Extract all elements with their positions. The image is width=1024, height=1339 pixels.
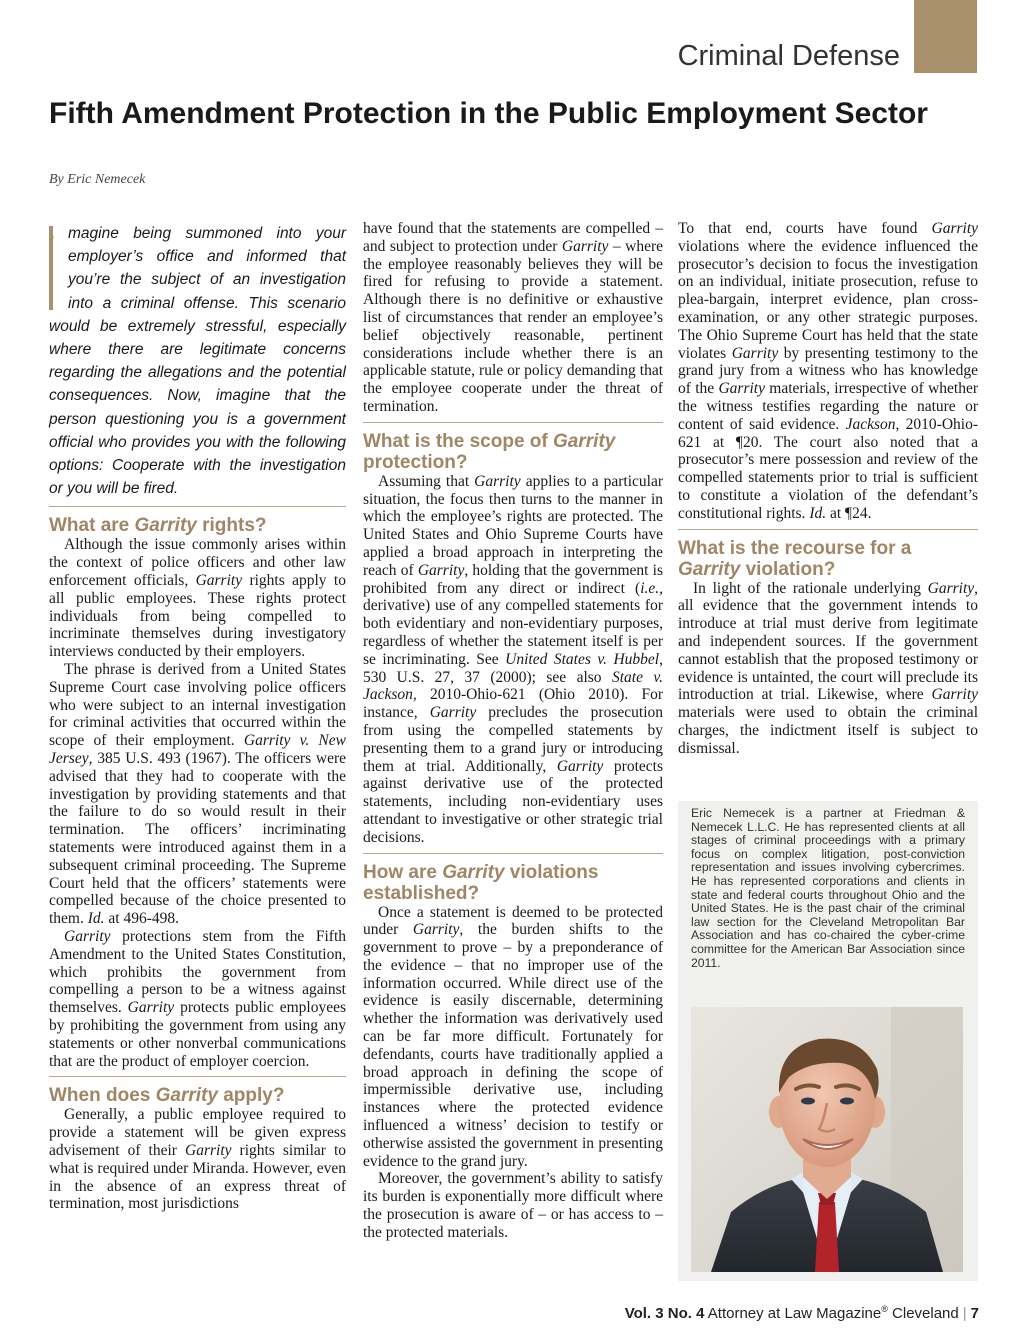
author-bio: Eric Nemecek is a partner at Friedman & Nemecek L.L.C. He has represented clients at all stages of criminal proceedings with a primary focus on complex litigation, post-conviction representation and issues involving cybercrimes. He has represented corporations and clients in state and federal courts throughout Ohio and the United States. He is the past chair of the criminal law section for the Cleveland Metropolitan Bar Association and has co-chaired the cyber-crime committee for the American Bar Association since 2011. <box>691 806 965 970</box>
section-label: Criminal Defense <box>677 40 900 72</box>
subheading-scope-of-protection: What is the scope of Garrity protection? <box>363 430 616 473</box>
body-paragraph: have found that the statements are compelled – and subject to protection under Garrity – where the employee reasonably believes they will be fired for refusing to provide a statement. Although there is no definitive or exhaustive list of circumstances that render an employee’s belief objectively reasonable, pertinent considerations include whether there is an applicable statute, rule or policy demanding that the employee cooperate under the threat of termination. <box>363 220 663 415</box>
section-divider <box>363 422 663 423</box>
section-divider <box>678 529 978 530</box>
city-edition: Cleveland <box>892 1305 959 1322</box>
section-divider <box>49 506 346 507</box>
body-paragraph: Moreover, the government’s ability to satisfy its burden is exponentially more difficult where the prosecution is aware of – or has access to – the protected materials. <box>363 1170 663 1241</box>
body-paragraph: In light of the rationale underlying Garrity, all evidence that the government intends to introduce at trial must derive from legitimate and independent sources. If the government cannot establish that the proposed testimony or evidence is untainted, the court will preclude its introduction at trial. Likewise, where Garrity materials were used to obtain the criminal charges, the indictment itself is subject to dismissal. <box>678 579 978 757</box>
issue-number: Vol. 3 No. 4 <box>624 1305 705 1322</box>
section-divider <box>363 853 663 854</box>
registered-mark: ® <box>881 1304 888 1314</box>
body-paragraph: The phrase is derived from a United States Supreme Court case involving police officers who were subject to an internal investigation for criminal activities that occurred within the scope of their employment. Garrity v. New Jersey, 385 U.S. 493 (1967). The officers were advised that they had to cooperate with the investigation by providing statements and that the failure to do so would result in their termination. The officers’ incriminating statements were introduced against them in a subsequent criminal proceeding. The Supreme Court held that the officers’ statements were compelled because of the choice presented to them. Id. at 496-498. <box>49 661 346 928</box>
page-footer <box>625 1304 979 1322</box>
article-column-2 <box>363 220 663 1242</box>
subheading-violations-established: How are Garrity violations established? <box>363 861 599 904</box>
body-paragraph: To that end, courts have found Garrity violations where the evidence influenced the prosecutor’s decision to focus the investigation on an individual, initiate prosecution, refuse to plea-bargain, interpret evidence, plan cross-examination, or any other strategic purposes. The Ohio Supreme Court has held that the state violates Garrity by presenting testimony to the grand jury from a witness who has knowledge of the Garrity materials, irrespective of whether the witness testifies regarding the nature or content of said evidence. Jackson, 2010-Ohio-621 at ¶20. The court also noted that a prosecutor’s mere possession and review of the compelled statements prior to trial is sufficient to constitute a violation of the defendant’s constitutional rights. Id. at ¶24. <box>678 220 978 522</box>
subheading-when-garrity-applies: When does Garrity apply? <box>49 1085 285 1107</box>
article-column-1 <box>49 220 346 1213</box>
author-photo <box>691 1007 963 1272</box>
drop-cap: I <box>49 226 62 310</box>
author-bio-box <box>678 801 978 1281</box>
body-paragraph: Assuming that Garrity applies to a particular situation, the focus then turns to the manner in which the employee’s rights are protected. The United States and Ohio Supreme Courts have applied a broad approach in interpreting the reach of Garrity, holding that the government is prohibited from any direct or indirect (i.e., derivative) use of any compelled statements for both evidentiary and non-evidentiary purposes, regardless of whether the statement itself is per se incriminating. See United States v. Hubbel, 530 U.S. 27, 37 (2000); see also State v. Jackson, 2010-Ohio-621 (Ohio 2010). For instance, Garrity precludes the prosecution from using the compelled statements by presenting them to a grand jury or introducing them at trial. Additionally, Garrity protects against derivative use of the protected statements, including non-evidentiary uses attendant to investigative or other strategic trial decisions. <box>363 472 663 846</box>
byline: By Eric Nemecek <box>49 172 146 187</box>
lead-paragraph: I magine being summoned into your employer’s office and informed that you’re the subject of an investigation into a criminal offense. This scenario would be extremely stressful, especially where there are legitimate concerns regarding the allegations and the potential consequences. Now, imagine that the person questioning you is a government official who provides you with the following options: Cooperate with the investigation or you will be fired. <box>49 225 346 498</box>
article-column-3 <box>678 220 978 758</box>
page-title: Fifth Amendment Protection in the Public Employment Sector <box>49 97 928 130</box>
body-paragraph: Garrity protections stem from the Fifth Amendment to the United States Constitution, which prohibits the government from compelling a person to be a witness against themselves. Garrity protects public employees by prohibiting the government from using any statements or other nonverbal communications that are the product of employer coercion. <box>49 927 347 1070</box>
corner-color-block <box>914 0 977 73</box>
body-paragraph: Although the issue commonly arises within the context of police officers and other law enforcement officials, Garrity rights apply to all public employees. These rights protect individuals from being compelled to incriminate themselves during investigatory interviews conducted by their employers. <box>49 536 346 661</box>
subheading-recourse: What is the recourse for a Garrity violation? <box>678 537 912 580</box>
body-paragraph: Once a statement is deemed to be protected under Garrity, the burden shifts to the government to prove – by a preponderance of the evidence – that no improper use of the information occurred. While direct use of the evidence is easily discernable, determining whether the information was derivatively used can be far more difficult. Fortunately for defendants, courts have traditionally applied a broad approach in defining the scope of impermissible derivative use, including instances where the protected evidence influenced a witness’ decision to testify or otherwise assisted the government in presenting evidence to the grand jury. <box>363 903 663 1170</box>
footer-separator: | <box>962 1305 967 1322</box>
section-divider <box>49 1076 346 1077</box>
magazine-name: Attorney at Law Magazine <box>707 1305 882 1322</box>
author-portrait-illustration <box>691 1007 963 1272</box>
body-paragraph: Generally, a public employee required to provide a statement will be given express advisement of their Garrity rights similar to what is required under Miranda. However, even in the absence of an express threat of termination, most jurisdictions <box>49 1106 346 1213</box>
subheading-garrity-rights: What are Garrity rights? <box>49 515 267 537</box>
page-number: 7 <box>970 1305 979 1322</box>
